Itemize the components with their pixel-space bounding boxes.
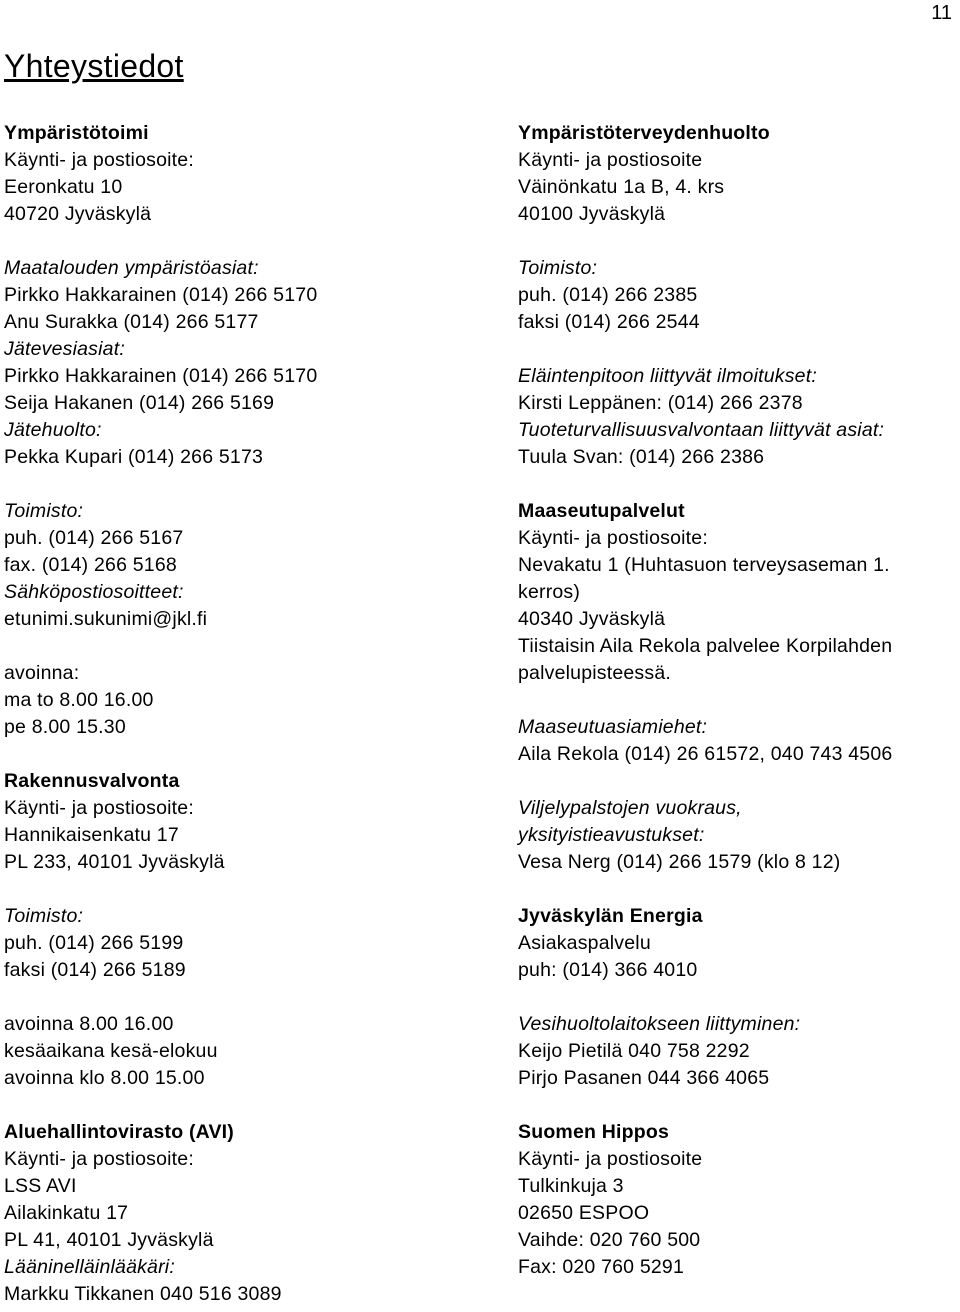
- spacer: [4, 876, 474, 903]
- field-label: Maatalouden ympäristöasiat:: [4, 257, 259, 279]
- text-line: kerros): [518, 581, 581, 603]
- text-line: Käynti- ja postiosoite:: [4, 797, 194, 819]
- text-line: Kirsti Leppänen: (014) 266 2378: [518, 392, 803, 414]
- spacer: [4, 633, 474, 660]
- text-line: avoinna klo 8.00 15.00: [4, 1067, 205, 1089]
- section-heading: Rakennusvalvonta: [4, 770, 180, 792]
- text-line: faksi (014) 266 2544: [518, 311, 700, 333]
- text-line: PL 233, 40101 Jyväskylä: [4, 851, 225, 873]
- text-line: Hannikaisenkatu 17: [4, 824, 179, 846]
- text-line: Keijo Pietilä 040 758 2292: [518, 1040, 750, 1062]
- text-line: Tuula Svan: (014) 266 2386: [518, 446, 765, 468]
- field-label: Tuoteturvallisuusvalvontaan liittyvät asiat:: [518, 419, 885, 441]
- field-label: Jätehuolto:: [4, 419, 102, 441]
- text-line: puh. (014) 266 5167: [4, 527, 184, 549]
- spacer: [4, 471, 474, 498]
- field-label: Viljelypalstojen vuokraus,: [518, 797, 742, 819]
- spacer: [518, 228, 958, 255]
- text-line: etunimi.sukunimi@jkl.fi: [4, 608, 208, 630]
- text-line: 40720 Jyväskylä: [4, 203, 152, 225]
- text-line: Ailakinkatu 17: [4, 1202, 129, 1224]
- field-label: Vesihuoltolaitokseen liittyminen:: [518, 1013, 801, 1035]
- text-line: Vaihde: 020 760 500: [518, 1229, 701, 1251]
- text-line: Käynti- ja postiosoite:: [518, 527, 708, 549]
- field-label: Sähköpostiosoitteet:: [4, 581, 184, 603]
- field-label: Toimisto:: [4, 500, 84, 522]
- text-line: Anu Surakka (014) 266 5177: [4, 311, 259, 333]
- text-line: 02650 ESPOO: [518, 1202, 650, 1224]
- text-line: pe 8.00 15.30: [4, 716, 126, 738]
- left-column: [4, 120, 474, 1308]
- spacer: [518, 687, 958, 714]
- text-line: Vesa Nerg (014) 266 1579 (klo 8 12): [518, 851, 841, 873]
- section-heading: Ympäristöterveydenhuolto: [518, 122, 770, 144]
- spacer: [518, 1092, 958, 1119]
- text-line: Käynti- ja postiosoite:: [4, 1148, 194, 1170]
- spacer: [518, 768, 958, 795]
- field-label: Lääninelläinlääkäri:: [4, 1256, 175, 1278]
- section-heading: Suomen Hippos: [518, 1121, 670, 1143]
- text-line: Seija Hakanen (014) 266 5169: [4, 392, 275, 414]
- text-line: Tiistaisin Aila Rekola palvelee Korpilahden: [518, 635, 893, 657]
- section-heading: Maaseutupalvelut: [518, 500, 685, 522]
- text-line: Eeronkatu 10: [4, 176, 123, 198]
- spacer: [4, 984, 474, 1011]
- text-line: fax. (014) 266 5168: [4, 554, 177, 576]
- field-label: Jätevesiasiat:: [4, 338, 125, 360]
- spacer: [518, 984, 958, 1011]
- text-line: 40340 Jyväskylä: [518, 608, 666, 630]
- text-line: Käynti- ja postiosoite:: [4, 149, 194, 171]
- right-column: [518, 120, 958, 1281]
- text-line: Käynti- ja postiosoite: [518, 149, 703, 171]
- spacer: [4, 228, 474, 255]
- text-line: puh: (014) 366 4010: [518, 959, 698, 981]
- section-heading: Jyväskylän Energia: [518, 905, 703, 927]
- text-line: avoinna 8.00 16.00: [4, 1013, 174, 1035]
- text-line: Pirkko Hakkarainen (014) 266 5170: [4, 365, 318, 387]
- section-heading: Ympäristötoimi: [4, 122, 149, 144]
- text-line: Fax: 020 760 5291: [518, 1256, 685, 1278]
- text-line: ma to 8.00 16.00: [4, 689, 154, 711]
- text-line: palvelupisteessä.: [518, 662, 671, 684]
- text-line: Nevakatu 1 (Huhtasuon terveysaseman 1.: [518, 554, 890, 576]
- field-label: Maaseutuasiamiehet:: [518, 716, 708, 738]
- spacer: [4, 1092, 474, 1119]
- field-label: Eläintenpitoon liittyvät ilmoitukset:: [518, 365, 817, 387]
- section-heading: Aluehallintovirasto (AVI): [4, 1121, 234, 1143]
- spacer: [518, 336, 958, 363]
- text-line: puh. (014) 266 5199: [4, 932, 184, 954]
- spacer: [518, 471, 958, 498]
- field-label: Toimisto:: [518, 257, 598, 279]
- text-line: 40100 Jyväskylä: [518, 203, 666, 225]
- text-line: Markku Tikkanen 040 516 3089: [4, 1283, 282, 1305]
- text-line: puh. (014) 266 2385: [518, 284, 698, 306]
- text-line: Aila Rekola (014) 26 61572, 040 743 4506: [518, 743, 893, 765]
- spacer: [4, 741, 474, 768]
- text-line: avoinna:: [4, 662, 80, 684]
- text-line: Asiakaspalvelu: [518, 932, 651, 954]
- text-line: faksi (014) 266 5189: [4, 959, 186, 981]
- page-title: Yhteystiedot: [4, 48, 184, 84]
- text-line: Tulkinkuja 3: [518, 1175, 624, 1197]
- text-line: Pekka Kupari (014) 266 5173: [4, 446, 264, 468]
- field-label: Toimisto:: [4, 905, 84, 927]
- page-number: 11: [931, 2, 952, 24]
- text-line: LSS AVI: [4, 1175, 77, 1197]
- text-line: PL 41, 40101 Jyväskylä: [4, 1229, 214, 1251]
- field-label: yksityistieavustukset:: [518, 824, 705, 846]
- text-line: Väinönkatu 1a B, 4. krs: [518, 176, 725, 198]
- text-line: Käynti- ja postiosoite: [518, 1148, 703, 1170]
- text-line: Pirjo Pasanen 044 366 4065: [518, 1067, 770, 1089]
- spacer: [518, 876, 958, 903]
- text-line: Pirkko Hakkarainen (014) 266 5170: [4, 284, 318, 306]
- text-line: kesäaikana kesä-elokuu: [4, 1040, 218, 1062]
